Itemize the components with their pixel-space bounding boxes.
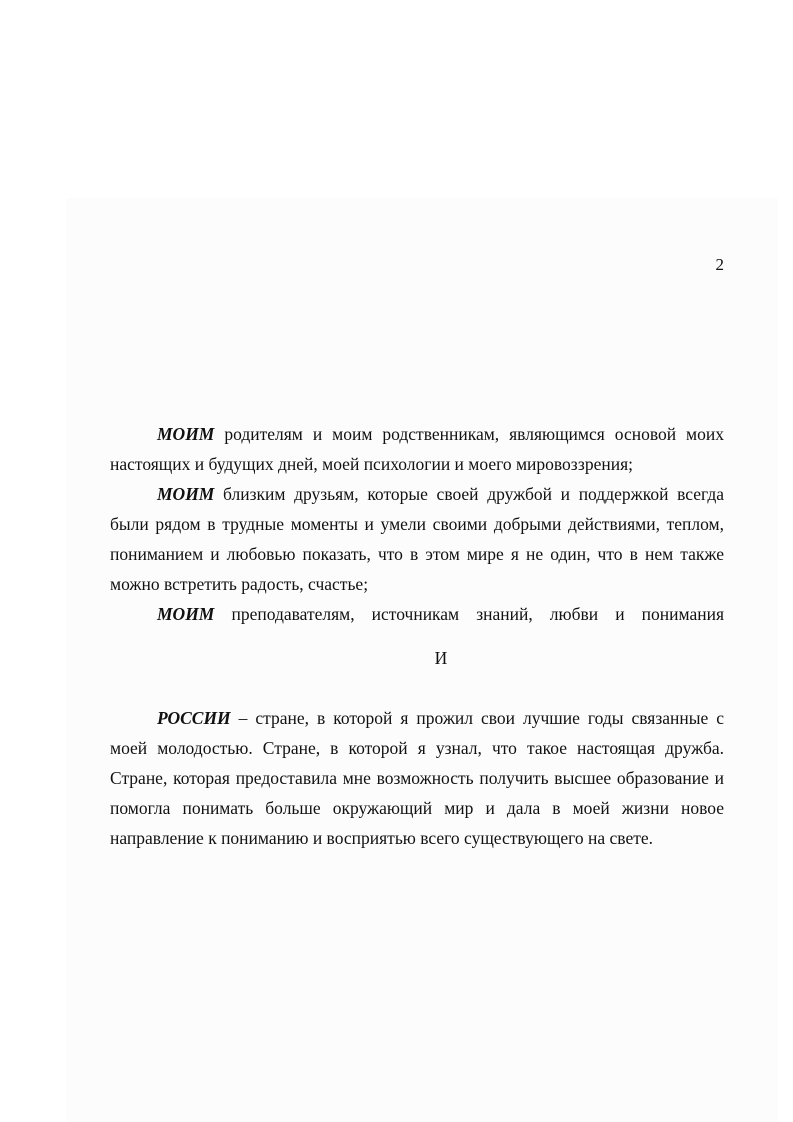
emphasis-word: МОИМ (157, 484, 215, 504)
conjunction-and: И (434, 648, 448, 668)
paragraph-text: родителям и моим родственникам, являющимся основой моих настоящих и будущих дней, моей психологии и моего мировоззрения; (110, 424, 724, 474)
page-number: 2 (715, 255, 724, 274)
paragraph-text: – стране, в которой я прожил свои лучшие годы связанные с моей молодостью. Стране, в которой я узнал, что такое настоящая дружба. Стране, которая предоставила мне возможность получить высшее образование и помогла понимать больше окружающий мир и дала в моей жизни новое направление к пониманию и восприятью всего существующего на свете. (110, 708, 724, 848)
emphasis-word: МОИМ (157, 424, 215, 444)
dedication-paragraph-parents (110, 419, 724, 479)
emphasis-word: РОССИИ (157, 708, 231, 728)
paragraph-text: преподавателям, источникам знаний, любви и понимания (214, 604, 724, 624)
emphasis-word: МОИМ (157, 604, 215, 624)
dedication-block (110, 419, 724, 853)
dedication-paragraph-friends (110, 479, 724, 599)
dedication-paragraph-russia (110, 703, 724, 853)
dedication-paragraph-teachers (110, 599, 724, 629)
paragraph-text: близким друзьям, которые своей дружбой и поддержкой всегда были рядом в трудные моменты и умели своими добрыми действиями, теплом, пониманием и любовью показать, что в этом мире я не один, что в нем также можно встретить радость, счастье; (110, 484, 724, 594)
